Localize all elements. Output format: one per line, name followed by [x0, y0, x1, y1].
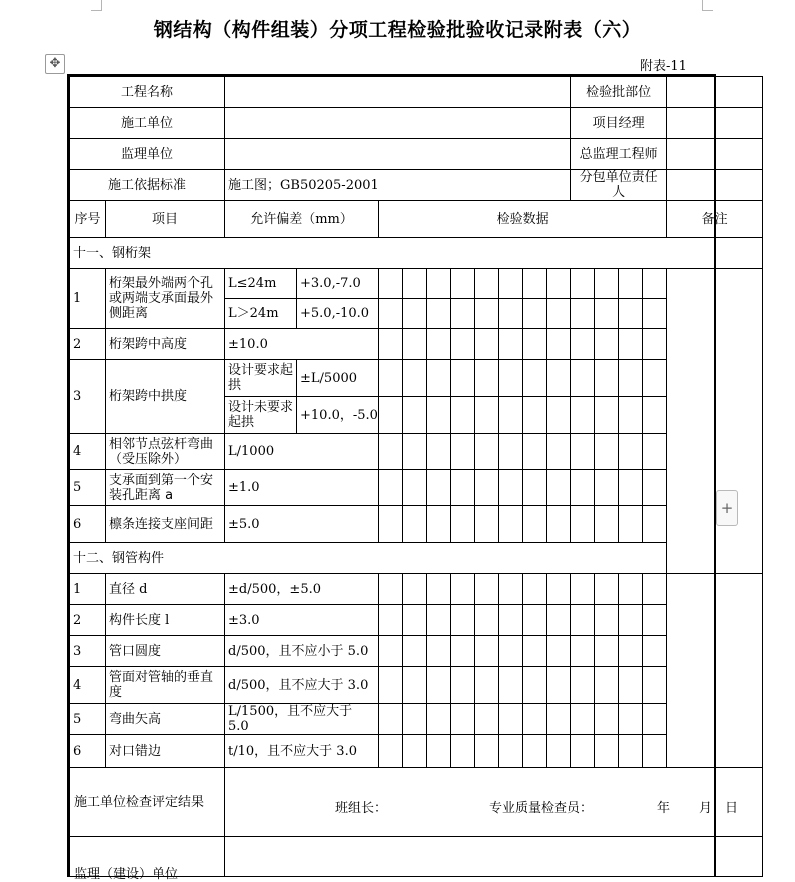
row-no: 6: [70, 735, 106, 768]
item-name: 管口圆度: [106, 636, 225, 667]
row-no: 2: [70, 605, 106, 636]
label-supervision-acceptance: [70, 837, 225, 882]
data-cell[interactable]: [523, 329, 547, 360]
label-project-name: 工程名称: [70, 77, 225, 108]
section-title-steel-tube: 十二、钢管构件: [70, 543, 763, 574]
label-subcontractor: 分包单位责任人: [571, 170, 667, 201]
field-chief-engineer[interactable]: [667, 139, 763, 170]
item-name: 构件长度 l: [106, 605, 225, 636]
data-cell[interactable]: [451, 299, 475, 329]
data-cell[interactable]: [619, 434, 643, 470]
data-cell[interactable]: [379, 434, 403, 470]
sub-condition: L＞24m: [225, 299, 297, 329]
data-cell[interactable]: [643, 360, 667, 397]
data-cell[interactable]: [643, 667, 667, 704]
month-label: 月: [699, 801, 713, 816]
label-chief-engineer: 总监理工程师: [571, 139, 667, 170]
data-cell[interactable]: [523, 704, 547, 735]
data-cell[interactable]: [523, 434, 547, 470]
col-header-remark: 备注: [667, 201, 763, 238]
acceptance-signature-area[interactable]: [225, 837, 763, 877]
data-cell[interactable]: [523, 605, 547, 636]
item-name: 直径 d: [106, 574, 225, 605]
data-cell[interactable]: [475, 605, 499, 636]
tolerance-value: +3.0,-7.0: [297, 269, 379, 299]
data-cell[interactable]: [403, 735, 427, 768]
data-cell[interactable]: [547, 269, 571, 299]
data-cell[interactable]: [619, 360, 643, 397]
data-cell[interactable]: [427, 506, 451, 543]
data-cell[interactable]: [499, 574, 523, 605]
data-cell[interactable]: [403, 329, 427, 360]
data-cell[interactable]: [595, 470, 619, 506]
tolerance-value: ±1.0: [225, 470, 379, 506]
data-cell[interactable]: [427, 667, 451, 704]
data-cell[interactable]: [643, 636, 667, 667]
data-cell[interactable]: [475, 667, 499, 704]
field-basis-standard[interactable]: 施工图；GB50205-2001: [225, 170, 571, 201]
data-cell[interactable]: [619, 299, 643, 329]
data-cell[interactable]: [475, 735, 499, 768]
col-header-tolerance: 允许偏差（mm）: [225, 201, 379, 238]
data-cell[interactable]: [595, 704, 619, 735]
add-column-icon[interactable]: +: [716, 490, 738, 526]
team-leader-label: 班组长：: [335, 801, 388, 816]
data-cell[interactable]: [547, 397, 571, 434]
data-cell[interactable]: [619, 269, 643, 299]
tolerance-value: ±L/5000: [297, 360, 379, 397]
remark-cell[interactable]: [667, 269, 763, 574]
data-cell[interactable]: [475, 299, 499, 329]
data-cell[interactable]: [379, 704, 403, 735]
row-no: 1: [70, 269, 106, 329]
data-cell[interactable]: [643, 704, 667, 735]
data-cell[interactable]: [595, 506, 619, 543]
col-header-no: 序号: [70, 201, 106, 238]
data-cell[interactable]: [643, 605, 667, 636]
data-cell[interactable]: [475, 574, 499, 605]
data-cell[interactable]: [475, 506, 499, 543]
data-cell[interactable]: [403, 636, 427, 667]
supervision-acceptance-text: 监理（建设）单位: [74, 867, 179, 882]
data-cell[interactable]: [547, 605, 571, 636]
data-cell[interactable]: [595, 574, 619, 605]
data-cell[interactable]: [619, 506, 643, 543]
data-cell[interactable]: [451, 360, 475, 397]
data-cell[interactable]: [451, 470, 475, 506]
item-name: 弯曲矢高: [106, 704, 225, 735]
label-project-manager: 项目经理: [571, 108, 667, 139]
data-cell[interactable]: [643, 470, 667, 506]
data-cell[interactable]: [499, 299, 523, 329]
tolerance-value: ±5.0: [225, 506, 379, 543]
row-no: 5: [70, 470, 106, 506]
data-cell[interactable]: [595, 299, 619, 329]
data-cell[interactable]: [547, 434, 571, 470]
item-name: 支承面到第一个安装孔距离 a: [106, 470, 225, 506]
page-title: 钢结构（构件组装）分项工程检验批验收记录附表（六）: [153, 19, 642, 41]
data-cell[interactable]: [499, 667, 523, 704]
label-construction-evaluation: 施工单位检查评定结果: [70, 768, 225, 837]
data-cell[interactable]: [619, 704, 643, 735]
data-cell[interactable]: [619, 470, 643, 506]
data-cell[interactable]: [451, 269, 475, 299]
data-cell[interactable]: [547, 329, 571, 360]
data-cell[interactable]: [475, 360, 499, 397]
data-cell[interactable]: [643, 299, 667, 329]
data-cell[interactable]: [571, 735, 595, 768]
data-cell[interactable]: [499, 397, 523, 434]
data-cell[interactable]: [427, 299, 451, 329]
page-corner-mark-right: [702, 0, 713, 11]
data-cell[interactable]: [379, 360, 403, 397]
data-cell[interactable]: [547, 704, 571, 735]
data-cell[interactable]: [571, 506, 595, 543]
data-cell[interactable]: [451, 397, 475, 434]
label-construction-unit: 施工单位: [70, 108, 225, 139]
data-cell[interactable]: [403, 434, 427, 470]
item-name: 桁架最外端两个孔或两端支承面最外侧距离: [106, 269, 225, 329]
data-cell[interactable]: [427, 574, 451, 605]
col-header-item: 项目: [106, 201, 225, 238]
data-cell[interactable]: [547, 506, 571, 543]
data-cell[interactable]: [379, 605, 403, 636]
data-cell[interactable]: [595, 360, 619, 397]
row-no: 1: [70, 574, 106, 605]
data-cell[interactable]: [547, 667, 571, 704]
data-cell[interactable]: [427, 735, 451, 768]
data-cell[interactable]: [523, 735, 547, 768]
data-cell[interactable]: [595, 735, 619, 768]
data-cell[interactable]: [571, 360, 595, 397]
data-cell[interactable]: [619, 667, 643, 704]
data-cell[interactable]: [571, 269, 595, 299]
data-cell[interactable]: [523, 506, 547, 543]
row-no: 3: [70, 360, 106, 434]
data-cell[interactable]: [427, 704, 451, 735]
data-cell[interactable]: [571, 605, 595, 636]
data-cell[interactable]: [523, 299, 547, 329]
data-cell[interactable]: [379, 470, 403, 506]
field-project-name[interactable]: [225, 77, 571, 108]
sub-condition: 设计未要求起拱: [225, 397, 297, 434]
data-cell[interactable]: [547, 735, 571, 768]
data-cell[interactable]: [451, 329, 475, 360]
data-cell[interactable]: [643, 735, 667, 768]
item-name: 对口错边: [106, 735, 225, 768]
item-name: 桁架跨中拱度: [106, 360, 225, 434]
data-cell[interactable]: [475, 704, 499, 735]
data-cell[interactable]: [595, 434, 619, 470]
data-cell[interactable]: [547, 360, 571, 397]
data-cell[interactable]: [571, 434, 595, 470]
form-table: [69, 76, 763, 882]
data-cell[interactable]: [571, 636, 595, 667]
data-cell[interactable]: [451, 636, 475, 667]
data-cell[interactable]: [499, 506, 523, 543]
data-cell[interactable]: [595, 605, 619, 636]
data-cell[interactable]: [379, 506, 403, 543]
data-cell[interactable]: [643, 329, 667, 360]
data-cell[interactable]: [619, 735, 643, 768]
data-cell[interactable]: [475, 470, 499, 506]
data-cell[interactable]: [499, 735, 523, 768]
data-cell[interactable]: [643, 269, 667, 299]
table-move-handle-icon[interactable]: ✥: [45, 54, 65, 74]
col-header-data: 检验数据: [379, 201, 667, 238]
data-cell[interactable]: [379, 329, 403, 360]
data-cell[interactable]: [643, 574, 667, 605]
row-no: 4: [70, 667, 106, 704]
field-project-manager[interactable]: [667, 108, 763, 139]
item-name: 桁架跨中高度: [106, 329, 225, 360]
tolerance-value: L/1000: [225, 434, 379, 470]
data-cell[interactable]: [571, 667, 595, 704]
data-cell[interactable]: [427, 329, 451, 360]
data-cell[interactable]: [427, 397, 451, 434]
remark-cell[interactable]: [667, 574, 763, 768]
data-cell[interactable]: [523, 574, 547, 605]
data-cell[interactable]: [499, 269, 523, 299]
data-cell[interactable]: [475, 397, 499, 434]
sub-condition: 设计要求起拱: [225, 360, 297, 397]
data-cell[interactable]: [619, 605, 643, 636]
page-corner-mark-left: [91, 0, 102, 11]
data-cell[interactable]: [427, 269, 451, 299]
data-cell[interactable]: [499, 605, 523, 636]
data-cell[interactable]: [451, 434, 475, 470]
data-cell[interactable]: [499, 470, 523, 506]
data-cell[interactable]: [595, 329, 619, 360]
data-cell[interactable]: [403, 299, 427, 329]
data-cell[interactable]: [571, 397, 595, 434]
data-cell[interactable]: [643, 397, 667, 434]
quality-inspector-label: 专业质量检查员：: [489, 801, 594, 816]
data-cell[interactable]: [427, 360, 451, 397]
tolerance-value: t/10，且不应大于 3.0: [225, 735, 379, 768]
data-cell[interactable]: [571, 574, 595, 605]
data-cell[interactable]: [451, 735, 475, 768]
data-cell[interactable]: [547, 574, 571, 605]
row-no: 3: [70, 636, 106, 667]
data-cell[interactable]: [547, 636, 571, 667]
data-cell[interactable]: [595, 269, 619, 299]
data-cell[interactable]: [475, 269, 499, 299]
row-no: 6: [70, 506, 106, 543]
tolerance-value: ±3.0: [225, 605, 379, 636]
data-cell[interactable]: [403, 574, 427, 605]
row-no: 5: [70, 704, 106, 735]
data-cell[interactable]: [403, 397, 427, 434]
data-cell[interactable]: [379, 735, 403, 768]
data-cell[interactable]: [499, 360, 523, 397]
day-label: 日: [725, 801, 739, 816]
data-cell[interactable]: [403, 360, 427, 397]
data-cell[interactable]: [427, 470, 451, 506]
data-cell[interactable]: [451, 704, 475, 735]
data-cell[interactable]: [499, 704, 523, 735]
evaluation-signature-area[interactable]: [225, 768, 763, 837]
data-cell[interactable]: [523, 636, 547, 667]
data-cell[interactable]: [643, 506, 667, 543]
data-cell[interactable]: [523, 360, 547, 397]
section-title-steel-truss: 十一、钢桁架: [70, 238, 763, 269]
data-cell[interactable]: [379, 269, 403, 299]
data-cell[interactable]: [427, 434, 451, 470]
tolerance-value: L/1500，且不应大于 5.0: [225, 704, 379, 735]
data-cell[interactable]: [571, 299, 595, 329]
data-cell[interactable]: [571, 704, 595, 735]
data-cell[interactable]: [547, 470, 571, 506]
data-cell[interactable]: [571, 470, 595, 506]
item-name: 相邻节点弦杆弯曲（受压除外）: [106, 434, 225, 470]
field-subcontractor[interactable]: [667, 170, 763, 201]
data-cell[interactable]: [451, 667, 475, 704]
item-name: 管面对管轴的垂直度: [106, 667, 225, 704]
tolerance-value: +5.0,-10.0: [297, 299, 379, 329]
field-supervision-unit[interactable]: [225, 139, 571, 170]
data-cell[interactable]: [403, 605, 427, 636]
data-cell[interactable]: [379, 397, 403, 434]
tolerance-value: ±d/500，±5.0: [225, 574, 379, 605]
data-cell[interactable]: [403, 506, 427, 543]
tolerance-value: d/500，且不应小于 5.0: [225, 636, 379, 667]
data-cell[interactable]: [595, 636, 619, 667]
data-cell[interactable]: [403, 704, 427, 735]
inspection-form: [67, 74, 739, 882]
data-cell[interactable]: [379, 299, 403, 329]
tolerance-value: d/500，且不应大于 3.0: [225, 667, 379, 704]
data-cell[interactable]: [523, 397, 547, 434]
data-cell[interactable]: [523, 269, 547, 299]
data-cell[interactable]: [595, 397, 619, 434]
data-cell[interactable]: [499, 329, 523, 360]
item-name: 檩条连接支座间距: [106, 506, 225, 543]
data-cell[interactable]: [643, 434, 667, 470]
row-no: 4: [70, 434, 106, 470]
data-cell[interactable]: [451, 605, 475, 636]
sub-condition: L≤24m: [225, 269, 297, 299]
data-cell[interactable]: [379, 636, 403, 667]
data-cell[interactable]: [571, 329, 595, 360]
data-cell[interactable]: [499, 434, 523, 470]
data-cell[interactable]: [403, 470, 427, 506]
label-basis-standard: 施工依据标准: [70, 170, 225, 201]
data-cell[interactable]: [475, 434, 499, 470]
label-inspection-lot: 检验批部位: [571, 77, 667, 108]
year-label: 年: [657, 801, 671, 816]
label-supervision-unit: 监理单位: [70, 139, 225, 170]
data-cell[interactable]: [451, 506, 475, 543]
appendix-number: 附表-11: [640, 59, 687, 74]
data-cell[interactable]: [379, 667, 403, 704]
data-cell[interactable]: [379, 574, 403, 605]
data-cell[interactable]: [427, 605, 451, 636]
data-cell[interactable]: [619, 574, 643, 605]
data-cell[interactable]: [451, 574, 475, 605]
data-cell[interactable]: [595, 667, 619, 704]
data-cell[interactable]: [619, 329, 643, 360]
data-cell[interactable]: [523, 470, 547, 506]
data-cell[interactable]: [619, 397, 643, 434]
data-cell[interactable]: [619, 636, 643, 667]
data-cell[interactable]: [523, 667, 547, 704]
data-cell[interactable]: [403, 667, 427, 704]
data-cell[interactable]: [475, 636, 499, 667]
data-cell[interactable]: [475, 329, 499, 360]
data-cell[interactable]: [403, 269, 427, 299]
data-cell[interactable]: [547, 299, 571, 329]
row-no: 2: [70, 329, 106, 360]
data-cell[interactable]: [427, 636, 451, 667]
data-cell[interactable]: [499, 636, 523, 667]
field-inspection-lot[interactable]: [667, 77, 763, 108]
tolerance-value: ±10.0: [225, 329, 379, 360]
signature-line: [225, 768, 762, 836]
field-construction-unit[interactable]: [225, 108, 571, 139]
tolerance-value: +10.0，-5.0: [297, 397, 379, 434]
